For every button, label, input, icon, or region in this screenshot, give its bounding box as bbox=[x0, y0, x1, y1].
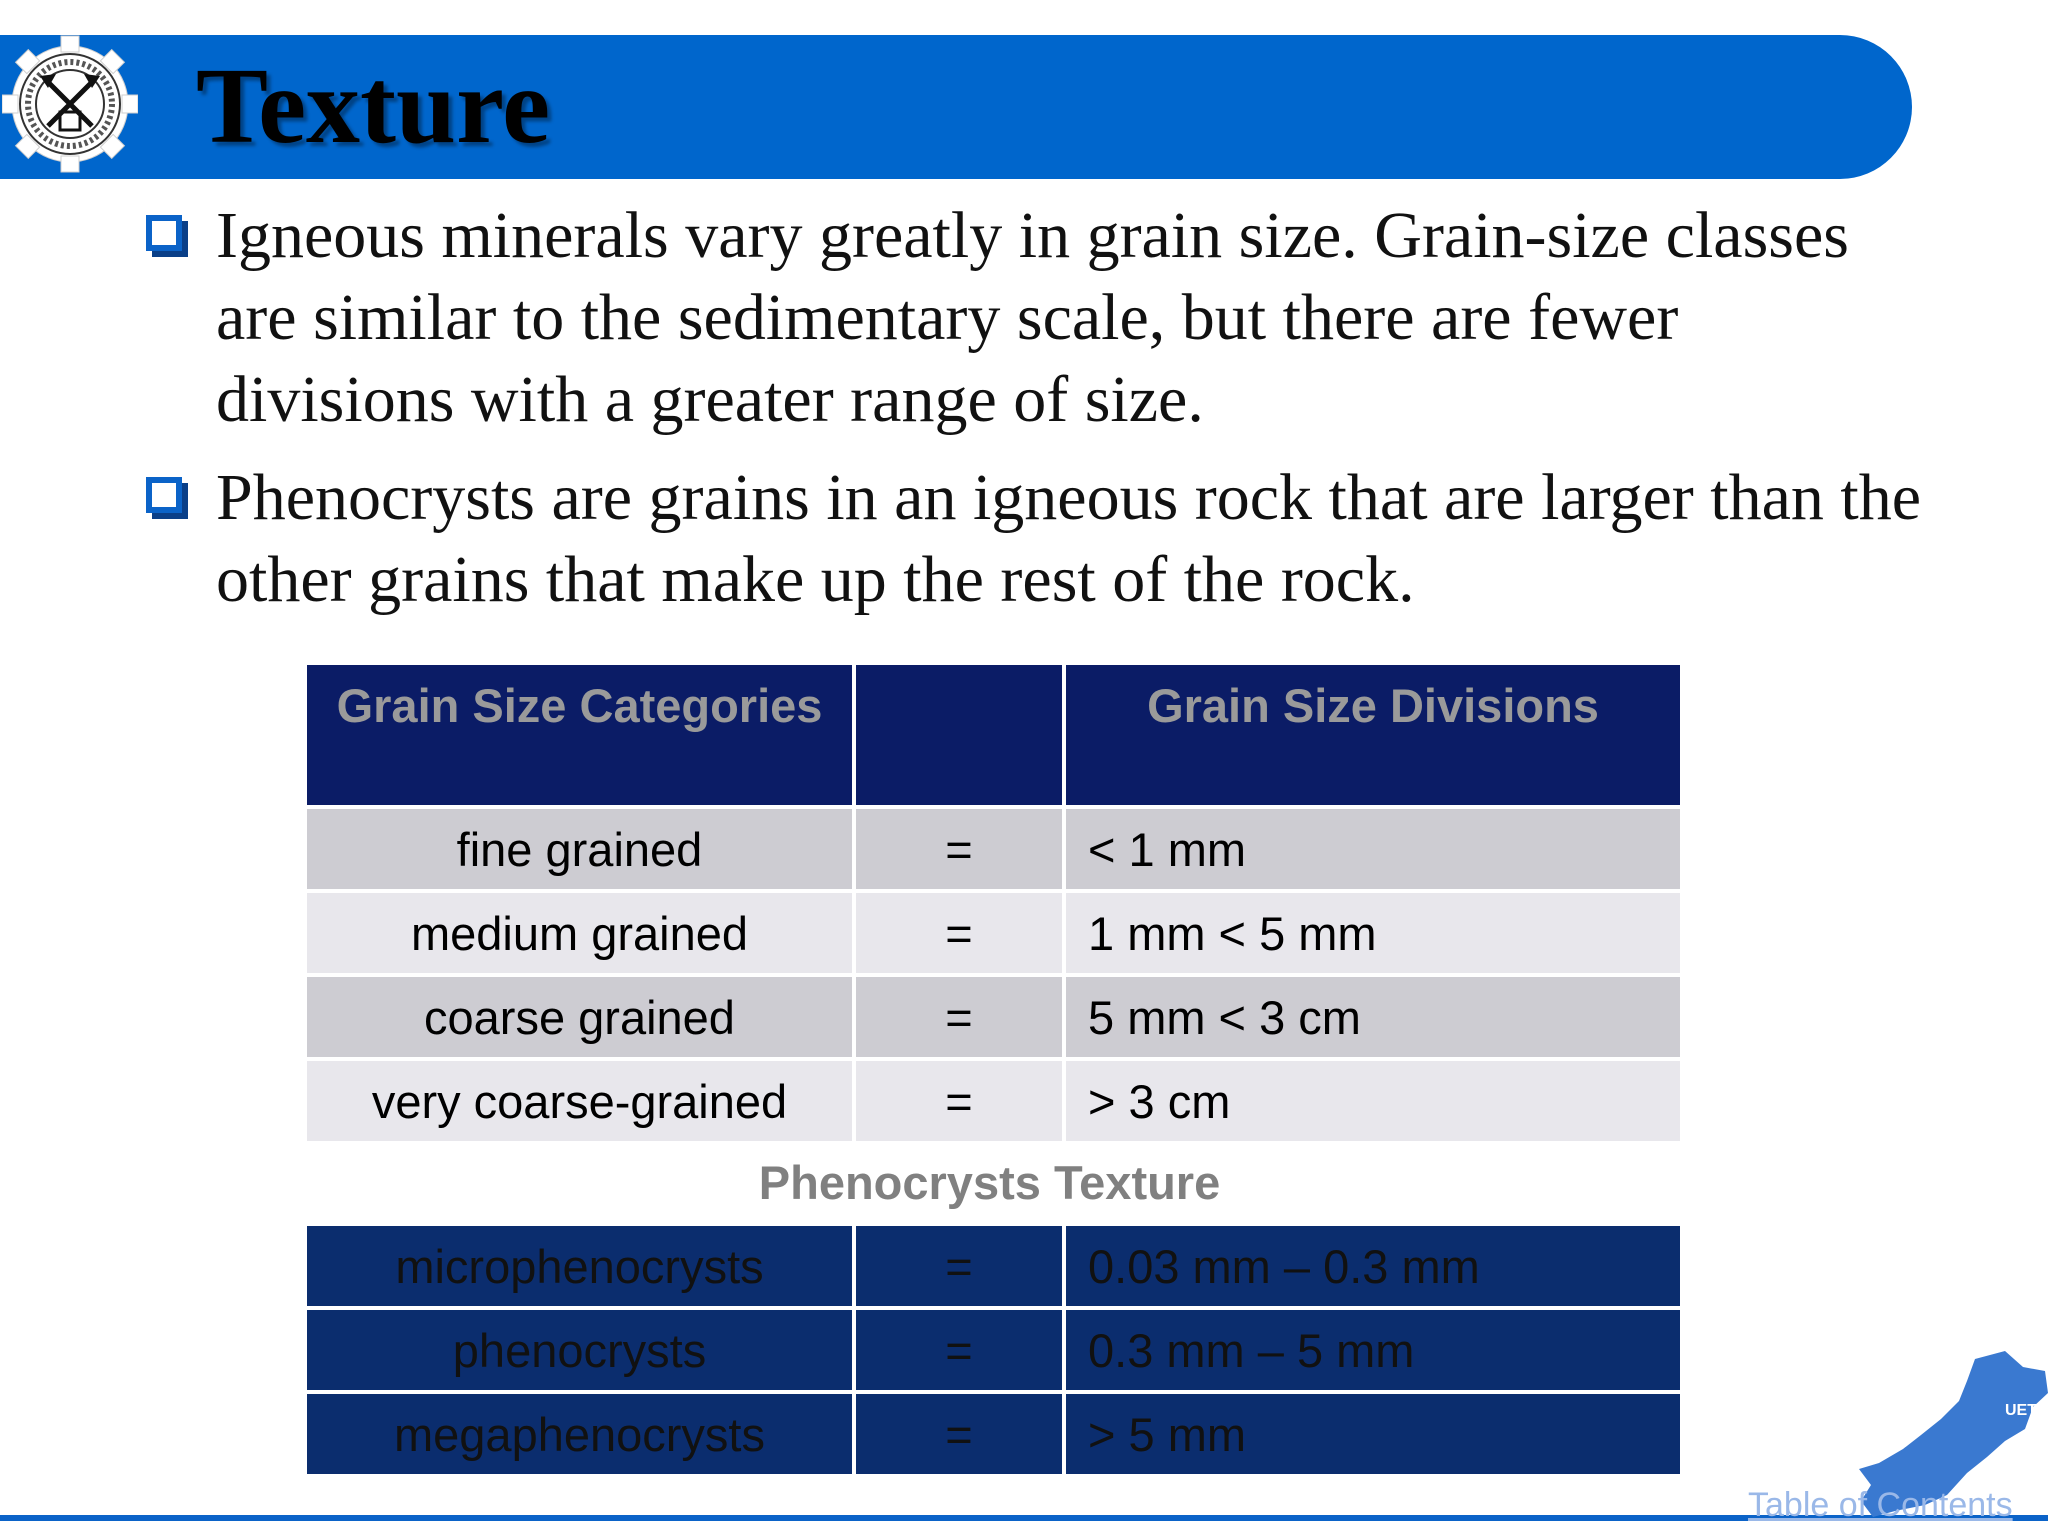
checkbox-bullet-icon bbox=[146, 215, 182, 251]
table-cell: = bbox=[856, 1394, 1062, 1474]
table-of-contents-link[interactable]: Table of Contents bbox=[1748, 1486, 2013, 1524]
table-cell: > 5 mm bbox=[1066, 1394, 1680, 1474]
table-cell: 0.3 mm – 5 mm bbox=[1066, 1310, 1680, 1390]
table-cell: 0.03 mm – 0.3 mm bbox=[1066, 1226, 1680, 1306]
table-cell: > 3 cm bbox=[1066, 1061, 1680, 1141]
bullet-item bbox=[140, 195, 1930, 441]
table-cell: = bbox=[856, 893, 1062, 973]
bullet-text: Phenocrysts are grains in an igneous rock that are larger than the other grains that make up the rest of the rock. bbox=[216, 461, 1922, 616]
table-cell: microphenocrysts bbox=[307, 1226, 852, 1306]
mining-engineering-seal-icon bbox=[2, 34, 138, 174]
table-cell: 5 mm < 3 cm bbox=[1066, 977, 1680, 1057]
page-title: Texture bbox=[196, 47, 551, 166]
table-cell: very coarse-grained bbox=[307, 1061, 852, 1141]
map-label: UET bbox=[2005, 1402, 2037, 1419]
checkbox-bullet-icon bbox=[146, 477, 182, 513]
table-header-cell: Grain Size Categories bbox=[307, 665, 852, 805]
table-cell: = bbox=[856, 809, 1062, 889]
bullet-list bbox=[140, 195, 1930, 621]
grain-size-table bbox=[307, 665, 1672, 1141]
table-header-cell: Grain Size Divisions bbox=[1066, 665, 1680, 805]
table-cell: megaphenocrysts bbox=[307, 1394, 852, 1474]
table-header-cell bbox=[856, 665, 1062, 805]
bullet-item bbox=[140, 457, 1930, 621]
table-cell: = bbox=[856, 1226, 1062, 1306]
table-cell: medium grained bbox=[307, 893, 852, 973]
table-cell: = bbox=[856, 1061, 1062, 1141]
table-cell: < 1 mm bbox=[1066, 809, 1680, 889]
table-cell: coarse grained bbox=[307, 977, 852, 1057]
table-cell: = bbox=[856, 1310, 1062, 1390]
table-cell: fine grained bbox=[307, 809, 852, 889]
footer-divider bbox=[0, 1515, 2048, 1521]
bullet-text: Igneous minerals vary greatly in grain size. Grain-size classes are similar to the sedimentary scale, but there are fewer divisions with a greater range of size. bbox=[216, 199, 1849, 436]
table-cell: phenocrysts bbox=[307, 1310, 852, 1390]
table-cell: = bbox=[856, 977, 1062, 1057]
phenocrysts-section-title: Phenocrysts Texture bbox=[758, 1156, 1221, 1209]
table-cell: 1 mm < 5 mm bbox=[1066, 893, 1680, 973]
phenocrysts-table bbox=[307, 1226, 1672, 1474]
